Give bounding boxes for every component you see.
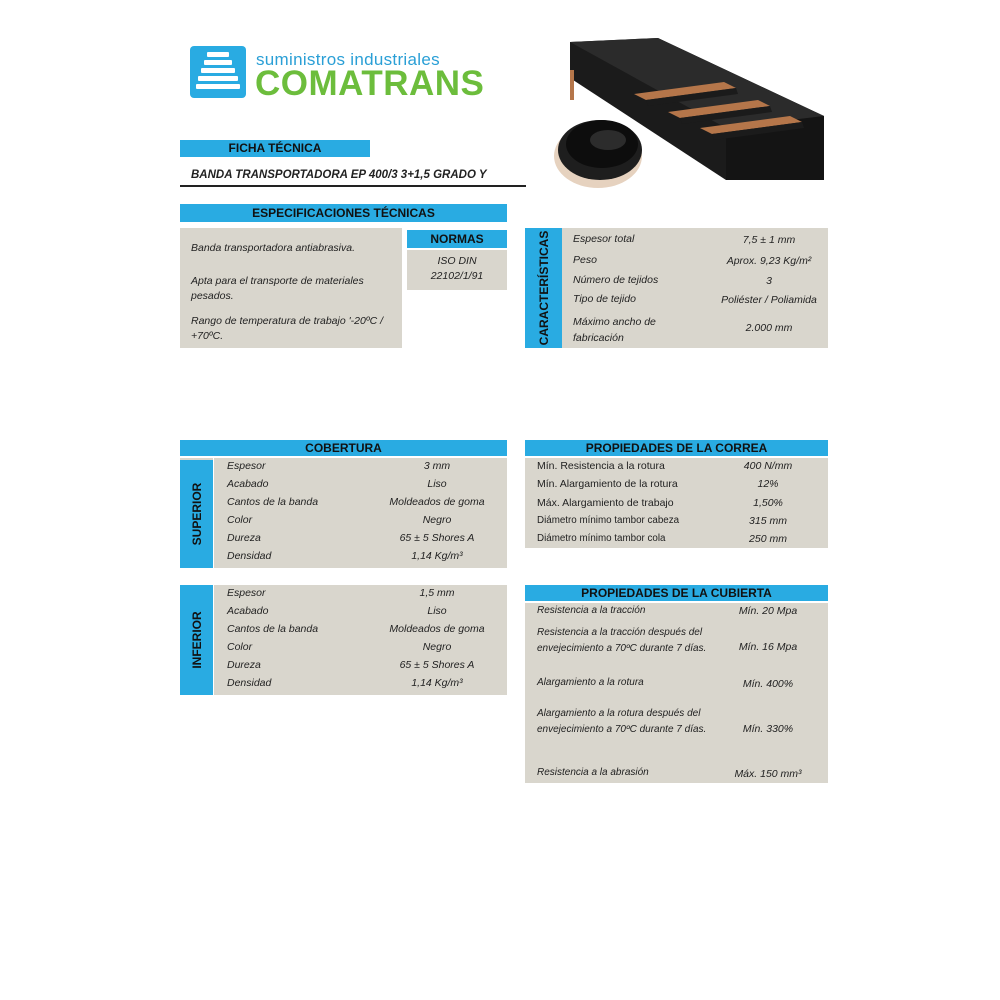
correa-key-alargamiento: Mín. Alargamiento de la rotura [537,478,678,490]
sup-key-espesor: Espesor [227,460,266,472]
superior-label: SUPERIOR [180,460,213,568]
car-val-tejidos: 3 [766,275,772,287]
inf-val-color: Negro [422,641,452,653]
normas-label: NORMAS [407,230,507,248]
inf-key-dureza: Dureza [227,659,261,671]
cubierta-title-bar: PROPIEDADES DE LA CUBIERTA [525,585,828,601]
cub-val-traccion-envejecimiento: Mín. 16 Mpa [738,641,798,653]
inferior-divider [213,585,214,695]
cub-val-alargamiento-envejecimiento: Mín. 330% [742,723,794,735]
car-key-tipo: Tipo de tejido [573,293,636,305]
correa-val-trabajo: 1,50% [753,497,783,509]
cub-key-abrasion: Resistencia a la abrasión [537,767,649,778]
inf-key-cantos: Cantos de la banda [227,623,319,635]
sup-val-acabado: Liso [427,478,447,490]
specs-title-bar: ESPECIFICACIONES TÉCNICAS [180,204,507,222]
sup-val-color: Negro [422,514,452,526]
cub-key-alargamiento: Alargamiento a la rotura [537,677,644,688]
inf-val-cantos: Moldeados de goma [389,623,485,635]
correa-key-cabeza: Diámetro mínimo tambor cabeza [537,515,680,526]
car-val-espesor: 7,5 ± 1 mm [742,234,796,246]
correa-title-bar: PROPIEDADES DE LA CORREA [525,440,828,456]
inf-val-acabado: Liso [427,605,447,617]
specs-desc-2: Apta para el transporte de materiales pesados. [191,275,364,302]
car-key-peso: Peso [573,254,597,266]
car-key-ancho: Máximo ancho de fabricación [573,316,656,344]
correa-key-resistencia: Mín. Resistencia a la rotura [537,460,665,472]
normas-value: ISO DIN 22102/1/91 [430,255,484,282]
logo-subtitle: suministros industriales [256,50,440,69]
correa-key-trabajo: Máx. Alargamiento de trabajo [537,497,674,509]
sup-key-cantos: Cantos de la banda [227,496,319,508]
sup-val-dureza: 65 ± 5 Shores A [399,532,475,544]
cub-key-traccion-envejecimiento: Resistencia a la tracción después del envejecimiento a 70ºC durante 7 días. [537,627,707,654]
car-val-peso: Aprox. 9,23 Kg/m² [726,255,812,267]
sup-val-densidad: 1,14 Kg/m³ [411,550,463,562]
inf-val-dureza: 65 ± 5 Shores A [399,659,475,671]
specs-desc-1: Banda transportadora antiabrasiva. [191,242,356,254]
sup-val-cantos: Moldeados de goma [389,496,485,508]
sup-key-dureza: Dureza [227,532,261,544]
caracteristicas-label: CARACTERÍSTICAS [525,228,562,348]
sup-key-densidad: Densidad [227,550,272,562]
product-title: BANDA TRANSPORTADORA EP 400/3 3+1,5 GRADO Y [191,169,487,181]
car-val-tipo: Poliéster / Poliamida [721,294,817,306]
cub-val-traccion: Mín. 20 Mpa [738,605,798,617]
sup-val-espesor: 3 mm [423,460,451,472]
inferior-label: INFERIOR [180,585,213,695]
specs-desc-3: Rango de temperatura de trabajo '-20ºC / +70ºC. [191,315,384,342]
cobertura-title-bar: COBERTURA [180,440,507,456]
logo-name: COMATRANS [255,64,485,103]
inf-val-espesor: 1,5 mm [419,587,455,599]
cub-key-alargamiento-envejecimiento: Alargamiento a la rotura después del envejecimiento a 70ºC durante 7 días. [537,708,707,735]
superior-divider [213,458,214,568]
inf-key-acabado: Acabado [227,605,269,617]
title-underline [180,185,526,187]
conveyor-belt-image [548,30,830,195]
ficha-tecnica-bar: FICHA TÉCNICA [180,140,370,157]
inf-key-densidad: Densidad [227,677,272,689]
inf-val-densidad: 1,14 Kg/m³ [411,677,463,689]
car-key-tejidos: Número de tejidos [573,274,659,286]
inf-key-espesor: Espesor [227,587,266,599]
cub-val-alargamiento: Mín. 400% [742,678,794,690]
cub-key-traccion: Resistencia a la tracción [537,605,646,616]
correa-val-alargamiento: 12% [757,478,779,490]
correa-val-resistencia: 400 N/mm [743,460,793,472]
car-key-espesor: Espesor total [573,233,635,245]
car-val-ancho: 2.000 mm [745,322,793,334]
cub-val-abrasion: Máx. 150 mm³ [734,768,802,780]
correa-val-cola: 250 mm [749,533,787,545]
correa-val-cabeza: 315 mm [749,515,787,527]
inf-key-color: Color [227,641,253,653]
sup-key-acabado: Acabado [227,478,269,490]
correa-key-cola: Diámetro mínimo tambor cola [537,533,666,544]
logo-icon [190,46,246,98]
sup-key-color: Color [227,514,253,526]
